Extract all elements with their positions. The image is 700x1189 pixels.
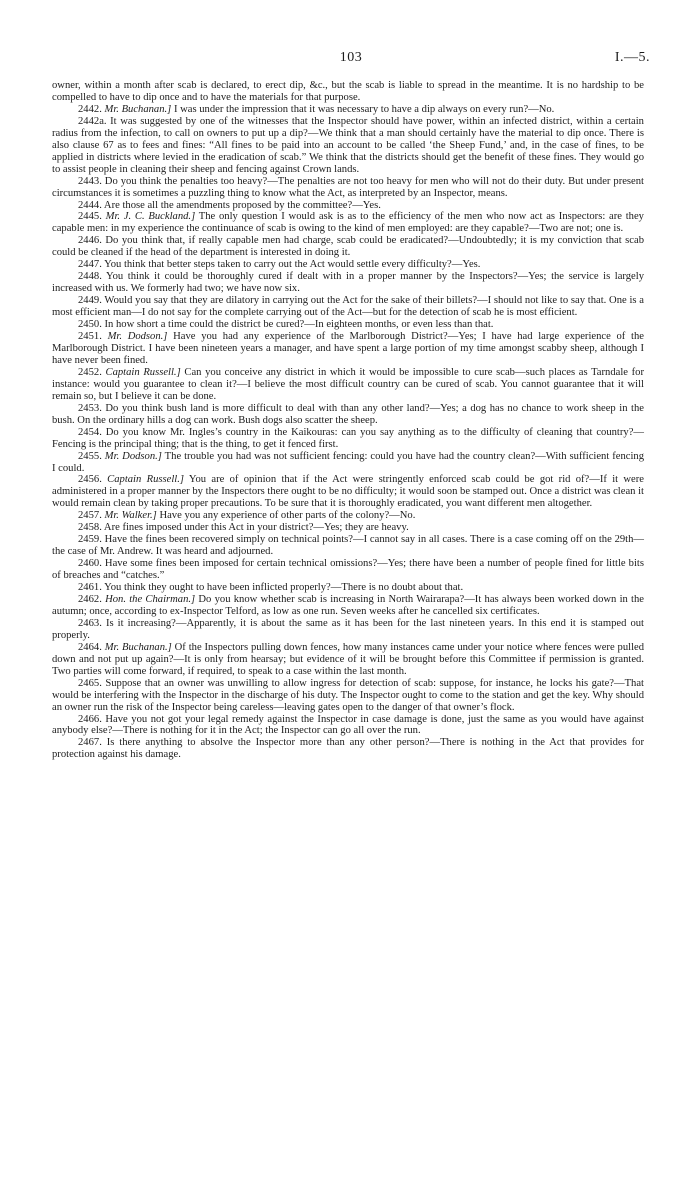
question-paragraph bbox=[52, 678, 644, 714]
paragraph-text: You are of opinion that if the Act were stringently enforced scab could be got rid of?—If it were administered in a proper manner by the Inspectors there ought to be no difficulty; it would soon be stamped out. Once a district was clean it would remain clean by taking proper precautions. To be sure that it is thoroughly eradicated, you want different men altogether. bbox=[52, 474, 644, 510]
paragraph-text: Are those all the amendments proposed by the committee?—Yes. bbox=[103, 199, 381, 211]
document-reference: I.—5. bbox=[614, 50, 650, 65]
paragraph-text: Would you say that they are dilatory in carrying out the Act for the sake of their billets?—I should not like to say that. One is a most efficient man—I do not say for the complete carrying out of the Act—but for the detection of scab he is most efficient. bbox=[52, 295, 644, 319]
paragraph-text: Do you think that, if really capable men had charge, scab could be eradicated?—Undoubtedly; it is my conviction that scab could be cleaned if the head of the department is interested in doing it. bbox=[52, 235, 644, 259]
question-number: 2448. bbox=[78, 271, 102, 283]
question-number: 2452. bbox=[78, 366, 102, 378]
question-paragraph bbox=[52, 582, 644, 594]
question-number: 2465. bbox=[78, 677, 102, 689]
page-header bbox=[52, 50, 650, 70]
paragraph-text: Are fines imposed under this Act in your district?—Yes; they are heavy. bbox=[103, 522, 409, 534]
question-number: 2464. bbox=[78, 641, 102, 653]
question-number: 2458. bbox=[78, 522, 102, 534]
question-number: 2445. bbox=[78, 211, 102, 223]
paragraph-text: Do you think the penalties too heavy?—The penalties are not too heavy for men who will not do their duty. But under present circumstances it is sometimes a puzzling thing to know what the Act, as interpreted by an Inspector, means. bbox=[52, 175, 644, 199]
question-paragraph bbox=[52, 618, 644, 642]
question-number: 2461. bbox=[78, 582, 102, 594]
question-paragraph bbox=[52, 319, 644, 331]
paragraph-text: Have the fines been recovered simply on technical points?—I cannot say in all cases. There is a case coming off on the 29th—the case of Mr. Andrew. It was heard and adjourned. bbox=[52, 534, 644, 558]
question-paragraph bbox=[52, 474, 644, 510]
question-number: 2453. bbox=[78, 402, 102, 414]
paragraph-text: It was suggested by one of the witnesses that the Inspector should have power, within an infected district, within a certain radius from the infection, to call on owners to put up a dip?—We think that a man should certainly have the material to dip once. There is also clause 67 as to fees and fines: “All fines to be paid into an account to be called ‘the Sheep Fund,’ and, in the case of fines, to be applied in districts where levied in the eradication of scab.” We think that the districts should get the benefit of these fines. They would go to assist people in cleaning their sheep and fencing against Crown lands. bbox=[52, 115, 644, 175]
question-number: 2466. bbox=[78, 713, 102, 725]
paragraph-text: owner, within a month after scab is declared, to erect dip, &c., but the scab is liable to spread in the meantime. It is no hardship to be compelled to have to dip once and to have the materials for that purpose. bbox=[52, 80, 644, 103]
paragraph-text: You think it could be thoroughly cured if dealt with in a proper manner by the Inspectors?—Yes; the service is largely increased with us. We formerly had two; we have now six. bbox=[52, 271, 644, 295]
question-paragraph bbox=[52, 367, 644, 403]
question-paragraph bbox=[52, 522, 644, 534]
paragraph-text: Can you conceive any district in which it would be impossible to cure scab—such places as Tarndale for instance: would you guarantee to clean it?—I believe the most difficult country can be cured of scab. You cannot guarantee that it will remain so, but I believe it can be done. bbox=[52, 366, 644, 402]
question-paragraph bbox=[52, 534, 644, 558]
question-paragraph bbox=[52, 295, 644, 319]
question-paragraph bbox=[52, 176, 644, 200]
question-paragraph bbox=[52, 104, 644, 116]
question-paragraph bbox=[52, 80, 644, 104]
paragraph-text: You think that better steps taken to carry out the Act would settle every difficulty?—Yes. bbox=[104, 259, 481, 271]
question-paragraph bbox=[52, 235, 644, 259]
question-paragraph bbox=[52, 259, 644, 271]
question-number: 2442a. bbox=[78, 115, 107, 127]
paragraph-text: The trouble you had was not sufficient fencing: could you have had the country clean?—With sufficient fencing I could. bbox=[52, 450, 644, 474]
speaker-name: Captain Russell.] bbox=[105, 366, 181, 378]
question-number: 2450. bbox=[78, 319, 102, 331]
speaker-name: Mr. Dodson.] bbox=[104, 450, 162, 462]
page-number: 103 bbox=[339, 50, 363, 65]
evidence-text bbox=[52, 80, 644, 761]
question-number: 2449. bbox=[78, 295, 102, 307]
question-paragraph bbox=[52, 427, 644, 451]
question-number: 2459. bbox=[78, 534, 102, 546]
paragraph-text: Have some fines been imposed for certain technical omissions?—Yes; there have been a number of people fined for little bits of breaches and “catches.” bbox=[52, 558, 644, 582]
paragraph-text: You think they ought to have been inflicted properly?—There is no doubt about that. bbox=[104, 582, 464, 594]
question-paragraph bbox=[52, 403, 644, 427]
question-number: 2454. bbox=[78, 426, 102, 438]
question-paragraph bbox=[52, 271, 644, 295]
question-paragraph bbox=[52, 558, 644, 582]
question-number: 2444. bbox=[78, 199, 102, 211]
question-number: 2446. bbox=[78, 235, 102, 247]
paragraph-text: Is there anything to absolve the Inspector more than any other person?—There is nothing in the Act that provides for protection against his damage. bbox=[52, 737, 644, 761]
question-number: 2463. bbox=[78, 617, 102, 629]
question-number: 2460. bbox=[78, 558, 102, 570]
question-number: 2442. bbox=[78, 103, 102, 115]
question-paragraph bbox=[52, 642, 644, 678]
speaker-name: Mr. Walker.] bbox=[104, 510, 157, 522]
paragraph-text: Do you know whether scab is increasing in North Wairarapa?—It has always been worked down in the autumn; once, according to ex-Inspector Telford, as low as one run. Seven weeks after he cancelled six certificates. bbox=[52, 593, 644, 617]
question-number: 2456. bbox=[78, 474, 102, 486]
paragraph-text: Do you know Mr. Ingles’s country in the Kaikouras: can you say anything as to the difficulty of cleaning that country?—Fencing is the principal thing; that is the thing, to get it fenced first. bbox=[52, 426, 644, 450]
question-number: 2455. bbox=[78, 450, 102, 462]
speaker-name: Mr. Dodson.] bbox=[107, 331, 168, 343]
question-paragraph bbox=[52, 451, 644, 475]
question-number: 2451. bbox=[78, 331, 102, 343]
question-paragraph bbox=[52, 594, 644, 618]
paragraph-text: Of the Inspectors pulling down fences, how many instances came under your notice where fences were pulled down and not put up again?—It is only from hearsay; but evidence of it will be brought before this Committee if permission is granted. Two parties will come forward, if required, to speak to a case within the last month. bbox=[52, 641, 645, 677]
speaker-name: Mr. J. C. Buckland.] bbox=[105, 211, 196, 223]
speaker-name: Mr. Buchanan.] bbox=[104, 103, 172, 115]
question-number: 2457. bbox=[78, 510, 102, 522]
paragraph-text: Have you not got your legal remedy against the Inspector in case damage is done, just the same as you would have against anybody else?—There is nothing for it in the Act; the Inspector can go all over the run. bbox=[52, 713, 644, 737]
question-number: 2443. bbox=[78, 175, 102, 187]
question-number: 2447. bbox=[78, 259, 102, 271]
paragraph-text: Is it increasing?—Apparently, it is about the same as it has been for the last nineteen years. In this end it is stamped out properly. bbox=[52, 617, 644, 641]
paragraph-text: Have you any experience of other parts of the colony?—No. bbox=[159, 510, 416, 522]
question-paragraph bbox=[52, 200, 644, 212]
question-paragraph bbox=[52, 510, 644, 522]
question-number: 2467. bbox=[78, 737, 102, 749]
paragraph-text: The only question I would ask is as to the efficiency of the men who now act as Inspectors: are they capable men: in my experience the continuance of scab is owing to the kind of men employed: are they capable?—Two are not; one is. bbox=[52, 211, 644, 235]
question-paragraph bbox=[52, 714, 644, 738]
question-paragraph bbox=[52, 116, 644, 176]
question-paragraph bbox=[52, 737, 644, 761]
question-paragraph bbox=[52, 331, 644, 367]
paragraph-text: In how short a time could the district be cured?—In eighteen months, or even less than that. bbox=[104, 319, 494, 331]
question-paragraph bbox=[52, 211, 644, 235]
speaker-name: Hon. the Chairman.] bbox=[105, 593, 196, 605]
paragraph-text: Have you had any experience of the Marlborough District?—Yes; I have had large experience of the Marlborough District. I have been nineteen years a manager, and have spent a large portion of my time amongst scabby sheep, although I have never been fined. bbox=[52, 331, 644, 366]
speaker-name: Mr. Buchanan.] bbox=[104, 641, 172, 653]
paragraph-text: I was under the impression that it was necessary to have a dip always on every run?—No. bbox=[173, 103, 555, 115]
speaker-name: Captain Russell.] bbox=[107, 474, 184, 486]
paragraph-text: Do you think bush land is more difficult to deal with than any other land?—Yes; a dog has no chance to work sheep in the bush. On the ordinary hills a dog can work. Bush dogs also scatter the sheep. bbox=[52, 402, 644, 426]
paragraph-text: Suppose that an owner was unwilling to allow ingress for detection of scab: suppose, for instance, he locks his gate?—That would be interfering with the Inspector in the discharge of his duty. The Inspector ought to come to the station and get the key. Why should an owner run the risk of the Inspector being careless—leaving gates open to the danger of that owner’s flock. bbox=[52, 677, 644, 713]
question-number: 2462. bbox=[78, 593, 102, 605]
